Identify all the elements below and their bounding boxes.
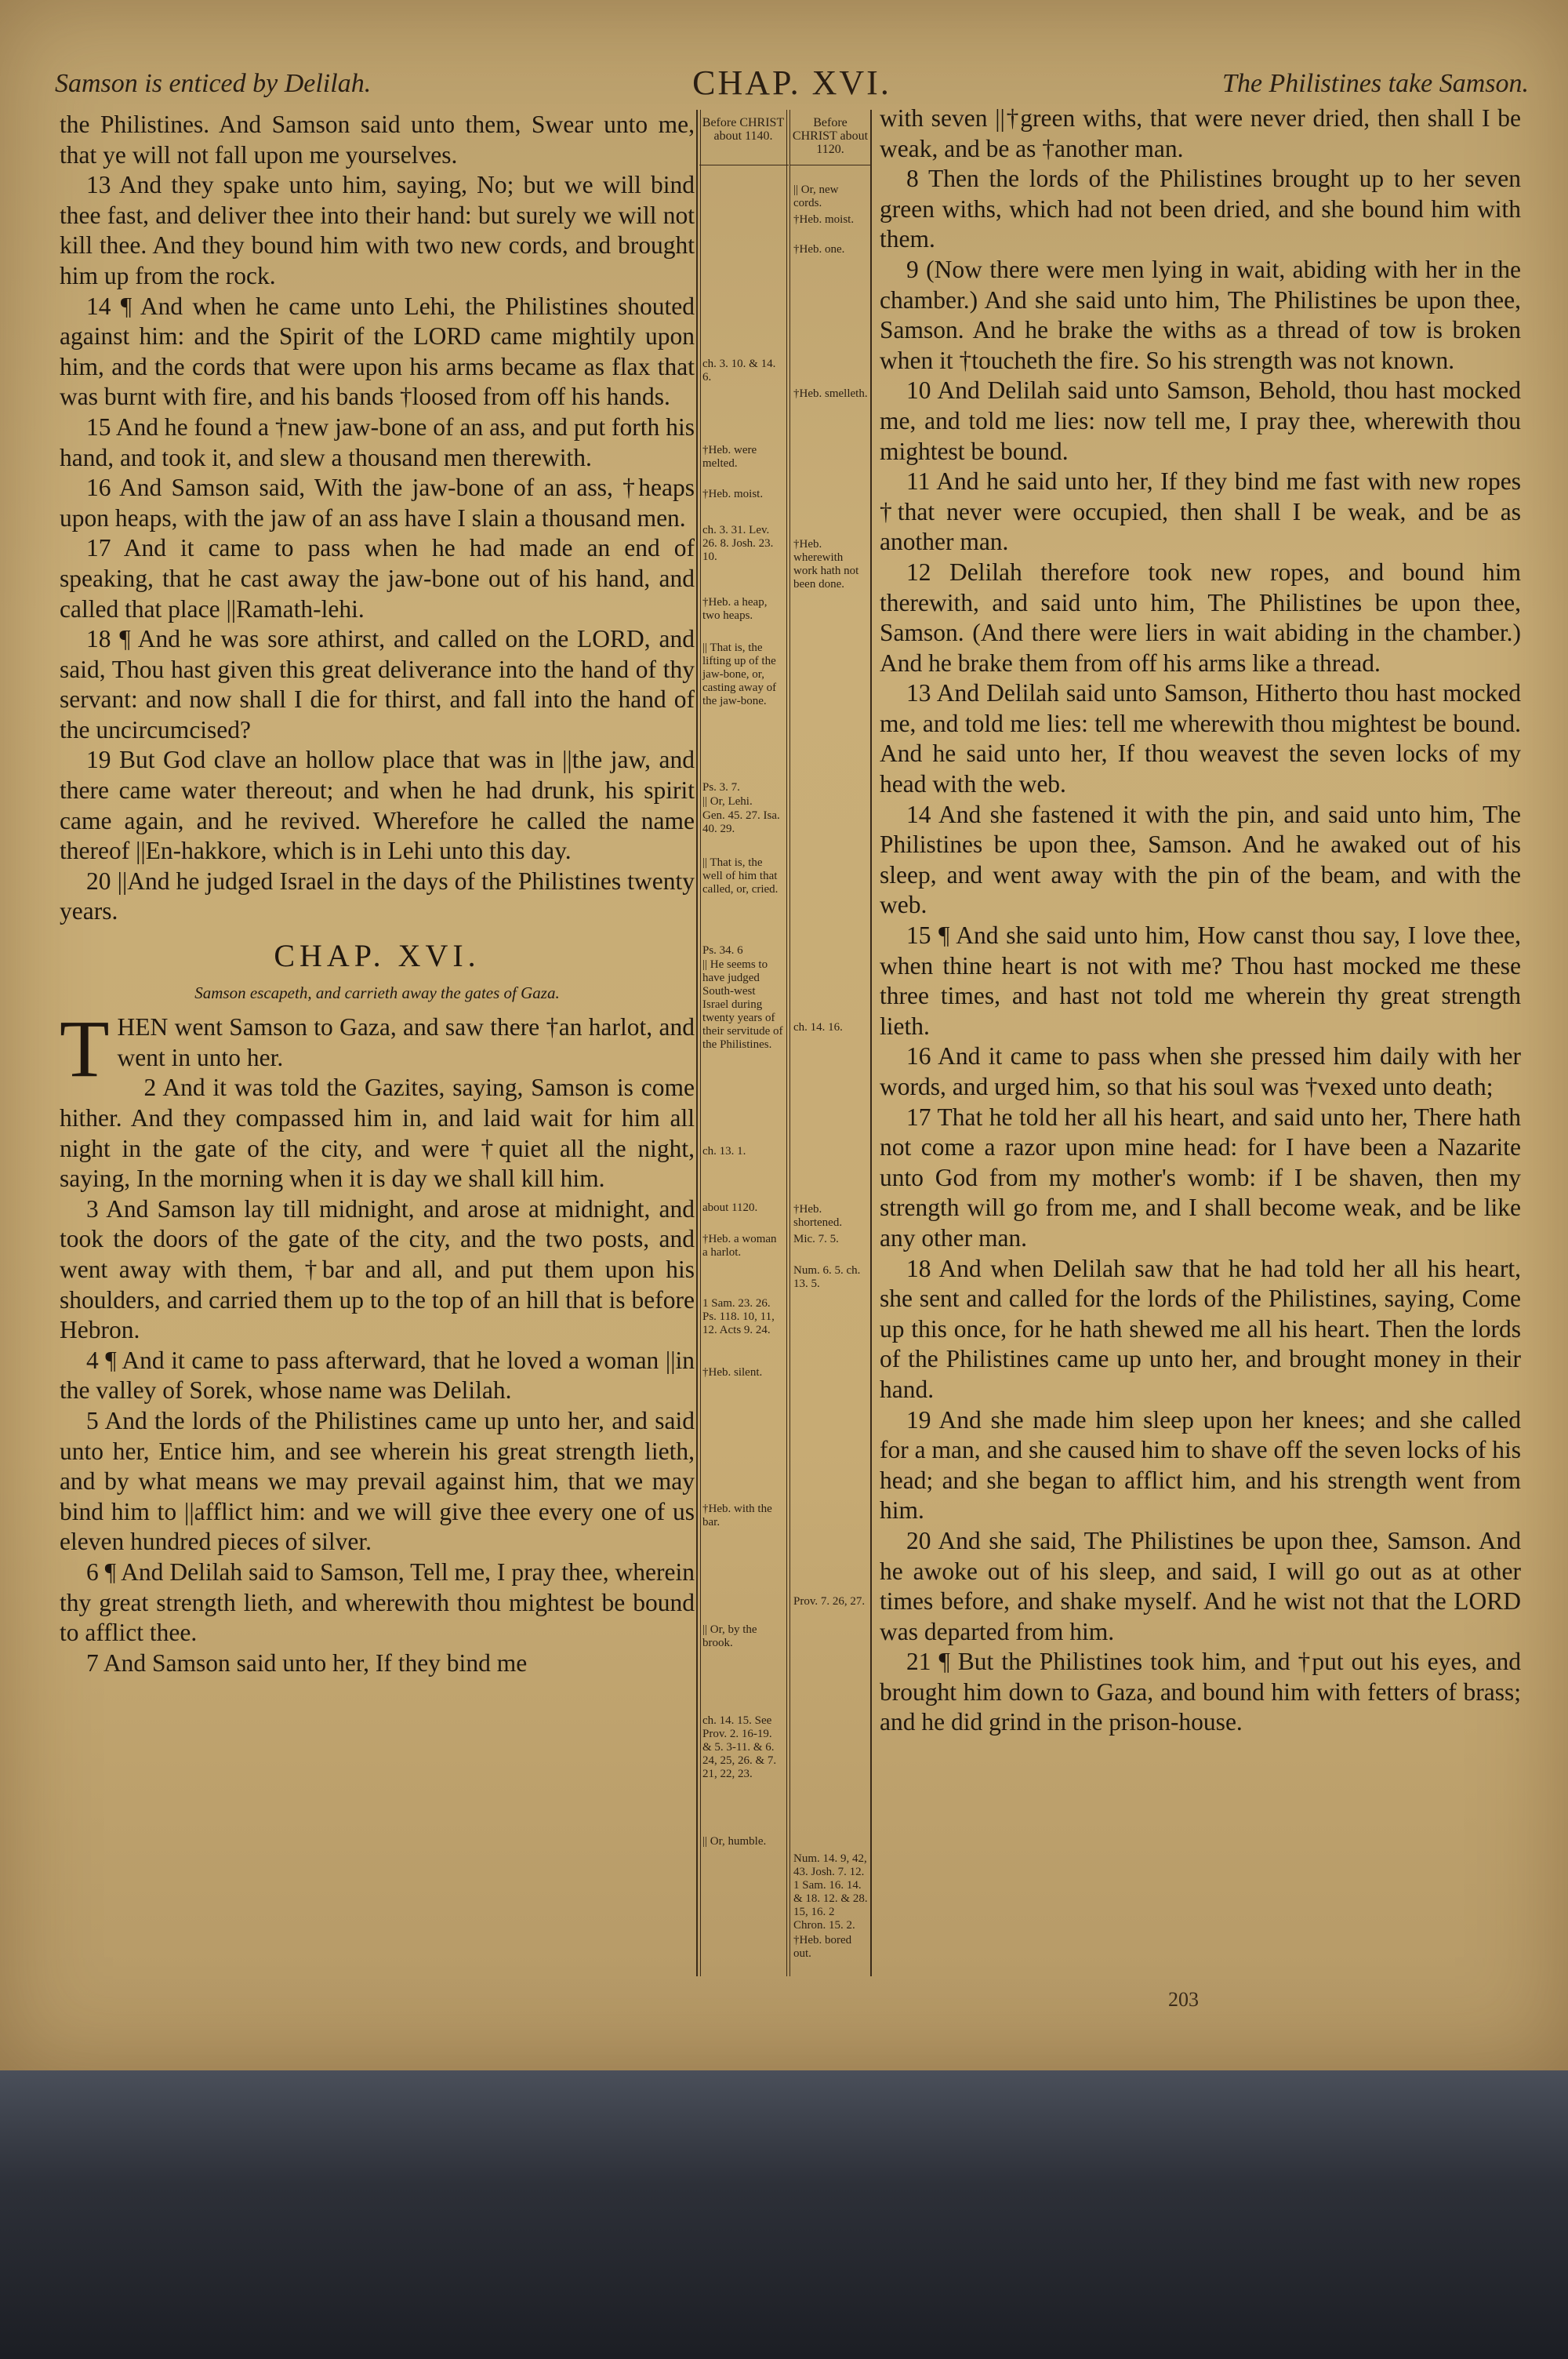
right-margin-notes <box>793 0 870 2070</box>
verse: 3 And Samson lay till midnight, and arose at midnight, and took the doors of the gate of the city, and the two posts, and went away with them, †bar and all, and put them upon his shoulders, and carried them up to the top of an hill that is before Hebron. <box>60 1194 695 1344</box>
margin-note: †Heb. moist. <box>702 488 764 500</box>
verse: 7 And Samson said unto her, If they bind me <box>86 1648 528 1677</box>
running-head-left: Samson is enticed by Delilah. <box>55 69 372 98</box>
verse: 15 And he found a †new jaw-bone of an ass, and put forth his hand, and took it, and slew a thousand men therewith. <box>60 413 695 471</box>
verse: 15 ¶ And she said unto him, How canst thou say, I love thee, when thine heart is not with me? Thou hast mocked me these three times, and hast not told me wherein thy great strength lieth. <box>880 921 1521 1040</box>
margin-note: †Heb. a woman a harlot. <box>702 1233 777 1259</box>
verse: 17 And it came to pass when he had made an end of speaking, that he cast away the jaw-bone out of his hand, and called that place ||Ramath-lehi. <box>60 534 695 623</box>
verse: the Philistines. And Samson said unto them, Swear unto me, that ye will not fall upon me yourselves. <box>60 111 695 169</box>
verse: 17 That he told her all his heart, and said unto her, There hath not come a razor upon mine head: for I have been a Nazarite unto God from my mother's womb: if I be shaven, then my strength will go from me, and I shall become weak, and be like any other man. <box>880 1103 1521 1252</box>
margin-note: ch. 14. 16. <box>793 1021 843 1034</box>
right-text-column <box>880 104 1521 1738</box>
margin-note: †Heb. a heap, two heaps. <box>702 596 768 622</box>
verse: 18 And when Delilah saw that he had told her all his heart, she sent and called for the lords of the Philistines, saying, Come up this once, for he hath shewed me all his heart. Then the lords of the Philistines came up unto her, and brought money in their hand. <box>880 1254 1521 1403</box>
verse: 8 Then the lords of the Philistines brought up to her seven green withs, which had not been dried, and she bound him with them. <box>880 165 1521 253</box>
margin-note: ch. 3. 10. & 14. 6. <box>702 358 776 383</box>
margin-note: || He seems to have judged South-west Israel during twenty years of their servitude of the Philistines. <box>702 958 783 1051</box>
verse: 13 And Delilah said unto Samson, Hitherto thou hast mocked me, and told me lies: tell me wherewith thou mightest be bound. And he said unto her, If thou weavest the seven locks of my head with the web. <box>880 679 1521 798</box>
column-rule-right <box>870 110 872 1976</box>
margin-note: || Or, by the brook. <box>702 1623 757 1649</box>
margin-note: †Heb. were melted. <box>702 444 757 470</box>
margin-note: †Heb. bored out. <box>793 1934 852 1960</box>
margin-note: Mic. 7. 5. <box>793 1233 839 1245</box>
running-head-chapter: CHAP. XVI. <box>692 64 891 102</box>
margin-note: || Or, new cords. <box>793 184 839 209</box>
margin-note: †Heb. smelleth. <box>793 387 868 400</box>
margin-header-left: Before CHRIST about 1140. <box>702 116 785 143</box>
verse: 19 And she made him sleep upon her knees; and she called for a man, and she caused him to shave off the seven locks of his head; and she began to afflict him, and his strength went from him. <box>880 1405 1521 1525</box>
margin-note: †Heb. moist. <box>793 213 855 226</box>
verse: 9 (Now there were men lying in wait, abiding with her in the chamber.) And she said unto him, The Philistines be upon thee, Samson. And he brake the withs as a thread of tow is broken when it †toucheth the fire. So his strength was not known. <box>880 255 1521 374</box>
margin-note: †Heb. one. <box>793 243 845 256</box>
left-text-column <box>60 110 695 1678</box>
drop-cap: T <box>60 1004 110 1095</box>
background-surface <box>0 2070 1568 2359</box>
verse: 20 And she said, The Philistines be upon thee, Samson. And he awoke out of his sleep, and said, I will go out as at other times before, and shake myself. And he wist not that the LORD was departed from him. <box>880 1526 1521 1645</box>
margin-note: Prov. 7. 26, 27. <box>793 1595 866 1608</box>
verse: 4 ¶ And it came to pass afterward, that he loved a woman ||in the valley of Sorek, whose name was Delilah. <box>60 1346 695 1405</box>
verse: 16 And Samson said, With the jaw-bone of an ass, †heaps upon heaps, with the jaw of an ass have I slain a thousand men. <box>60 474 695 532</box>
margin-note: †Heb. with the bar. <box>702 1503 772 1528</box>
running-head-right: The Philistines take Samson. <box>1222 69 1529 98</box>
margin-note: †Heb. wherewith work hath not been done. <box>793 538 859 591</box>
margin-note: ch. 14. 15. See Prov. 2. 16-19. & 5. 3-11. & 6. 24, 25, 26. & 7. 21, 22, 23. <box>702 1714 777 1780</box>
column-rule-left-inner <box>700 110 701 1976</box>
verse: 12 Delilah therefore took new ropes, and bound him therewith, and said unto him, The Philistines be upon thee, Samson. (And there were liers in wait abiding in the chamber.) And he brake them from off his arms like a thread. <box>880 558 1521 677</box>
column-rule-mid-right <box>789 110 790 1976</box>
margin-note: Gen. 45. 27. Isa. 40. 29. <box>702 809 780 835</box>
margin-note: 1 Sam. 23. 26. Ps. 118. 10, 11, 12. Acts 9. 24. <box>702 1297 775 1336</box>
margin-note: about 1120. <box>702 1201 758 1214</box>
left-margin-notes <box>702 0 786 2070</box>
margin-note: || That is, the well of him that called, or, cried. <box>702 856 779 896</box>
margin-note: || Or, Lehi. <box>702 795 753 808</box>
verse: 6 ¶ And Delilah said to Samson, Tell me, I pray thee, wherein thy great strength lieth, and wherewith thou mightest be bound to afflict thee. <box>60 1558 695 1647</box>
verse: 19 But God clave an hollow place that was in ||the jaw, and there came water thereout; and when he had drunk, his spirit came again, and he revived. Wherefore he called the name thereof ||En-hakkore, which is in Lehi unto this day. <box>60 746 695 865</box>
page-number: 203 <box>1168 1988 1199 2011</box>
margin-note: †Heb. shortened. <box>793 1203 843 1229</box>
margin-note: ch. 13. 1. <box>702 1145 746 1158</box>
verse: HEN went Samson to Gaza, and saw there †an harlot, and went in unto her. <box>117 1013 695 1071</box>
verse: 14 ¶ And when he came unto Lehi, the Philistines shouted against him: and the Spirit of the LORD came mightily upon him, and the cords that were upon his arms became as flax that was burnt with fire, and his bands †loosed from off his hands. <box>60 292 695 411</box>
verse: 13 And they spake unto him, saying, No; but we will bind thee fast, and deliver thee into their hand: but surely we will not kill thee. And they bound him with two new cords, and brought him up from the rock. <box>60 171 695 289</box>
margin-note: †Heb. silent. <box>702 1366 763 1379</box>
column-rule-left <box>696 110 698 1976</box>
margin-note: ch. 3. 31. Lev. 26. 8. Josh. 23. 10. <box>702 524 774 563</box>
verse: 5 And the lords of the Philistines came up unto her, and said unto her, Entice him, and see wherein his great strength lieth, and by what means we may prevail against him, that we may bind him to ||afflict him: and we will give thee every one of us eleven hundred pieces of silver. <box>60 1406 695 1556</box>
margin-note: Num. 6. 5. ch. 13. 5. <box>793 1264 861 1290</box>
running-head <box>55 63 1529 110</box>
margin-note: || That is, the lifting up of the jaw-bone, or, casting away of the jaw-bone. <box>702 642 777 707</box>
column-rule-mid-left <box>786 110 787 1976</box>
verse: 18 ¶ And he was sore athirst, and called on the LORD, and said, Thou hast given this great deliverance into the hand of thy servant: and now shall I die for thirst, and fall into the hand of the uncircumcised? <box>60 625 695 743</box>
chapter-opening <box>60 1004 695 1095</box>
verse: 11 And he said unto her, If they bind me fast with new ropes †that never were occupied, then shall I be weak, and be as another man. <box>880 467 1521 556</box>
verse: 16 And it came to pass when she pressed him daily with her words, and urged him, so that his soul was †vexed unto death; <box>880 1042 1521 1100</box>
margin-note: || Or, humble. <box>702 1835 767 1848</box>
margin-note: Ps. 3. 7. <box>702 781 740 794</box>
verse: 20 ||And he judged Israel in the days of the Philistines twenty years. <box>60 867 695 925</box>
margin-note: Num. 14. 9, 42, 43. Josh. 7. 12. 1 Sam. 16. 14. & 18. 12. & 28. 15, 16. 2 Chron. 15. 2. <box>793 1852 868 1932</box>
verse: 21 ¶ But the Philistines took him, and †put out his eyes, and brought him down to Gaza, and bound him with fetters of brass; and he did grind in the prison-house. <box>880 1648 1521 1736</box>
verse: with seven ||†green withs, that were never dried, then shall I be weak, and be as †another man. <box>880 104 1521 162</box>
verse: 14 And she fastened it with the pin, and said unto him, The Philistines be upon thee, Samson. And he awaked out of his sleep, and went away with the pin of the beam, and with the web. <box>880 800 1521 919</box>
margin-note: Ps. 34. 6 <box>702 944 743 957</box>
verse: 2 And it was told the Gazites, saying, Samson is come hither. And they compassed him in, and laid wait for him all night in the gate of the city, and were †quiet all the night, saying, In the morning when it is day we shall kill him. <box>60 1074 695 1193</box>
chapter-summary: Samson escapeth, and carrieth away the gates of Gaza. <box>194 983 560 1002</box>
verse: 10 And Delilah said unto Samson, Behold, thou hast mocked me, and told me lies: now tell me, I pray thee, wherewith thou mightest be bound. <box>880 376 1521 465</box>
margin-header-right: Before CHRIST about 1120. <box>792 116 869 156</box>
chapter-heading: CHAP. XVI. <box>274 938 481 974</box>
